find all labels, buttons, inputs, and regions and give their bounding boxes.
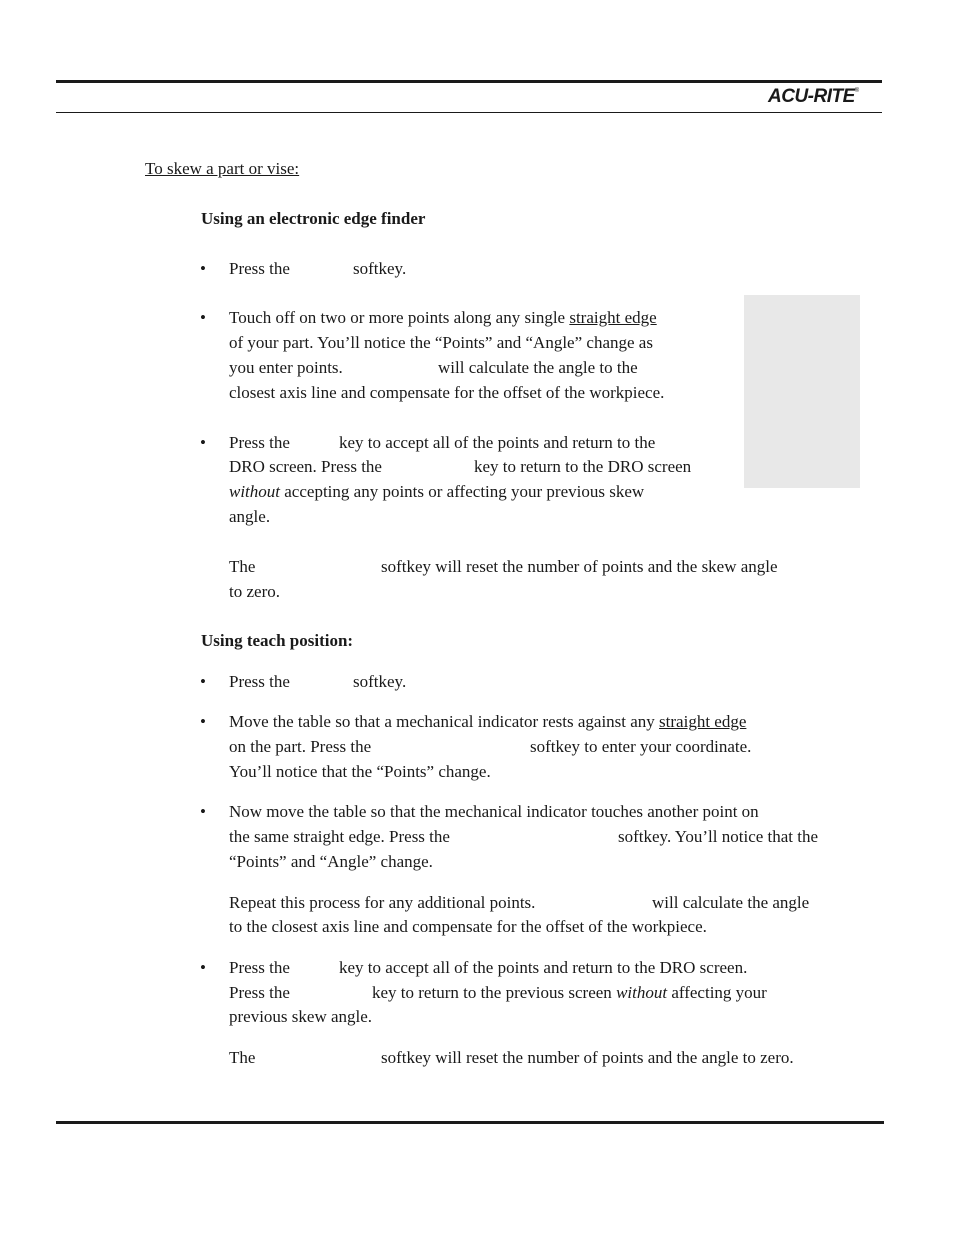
s1-b3-line1b: key to accept all of the points and return to the	[339, 433, 656, 452]
s2-b4-line3: previous skew angle.	[229, 1007, 373, 1026]
s1-b3-line2a: DRO screen. Press the	[229, 457, 382, 476]
s2-b3-line3: “Points” and “Angle” change.	[229, 852, 433, 871]
sidebar-note-box	[744, 295, 860, 488]
s1-b2-line1: Touch off on two or more points along any single straight edge	[229, 308, 657, 327]
s2-b3-line2a: the same straight edge. Press the	[229, 827, 450, 846]
footer-rule	[56, 1121, 884, 1124]
bullet-marker: •	[200, 712, 206, 731]
section1-heading: Using an electronic edge finder	[201, 209, 426, 228]
s2-b1-text: Press the	[229, 672, 290, 691]
s1-b1-text: Press the	[229, 259, 290, 278]
s2-b2-line3: You’ll notice that the “Points” change.	[229, 762, 491, 781]
s1-note-line1b: softkey will reset the number of points and the skew angle	[381, 557, 778, 576]
s2-b4-line2b: key to return to the previous screen without affecting your	[372, 983, 767, 1002]
bullet-marker: •	[200, 802, 206, 821]
s1-b2-line3b: will calculate the angle to the	[438, 358, 638, 377]
s1-note-line2: to zero.	[229, 582, 280, 601]
s2-note2-line1a: The	[229, 1048, 256, 1067]
header-bottom-rule	[56, 112, 882, 113]
s1-b3-line2b: key to return to the DRO screen	[474, 457, 692, 476]
acu-rite-logo: ACU-RITE®	[768, 86, 859, 107]
s1-b3-line4: angle.	[229, 507, 271, 526]
straight-edge-underlined: straight edge	[659, 712, 747, 731]
bullet-marker: •	[200, 433, 206, 452]
s2-b1-end: softkey.	[353, 672, 407, 691]
s1-b2-line2: of your part. You’ll notice the “Points” and “Angle” change as	[229, 333, 653, 352]
s2-b2-line1: Move the table so that a mechanical indicator rests against any straight edge	[229, 712, 747, 731]
s2-b3-line2b: softkey. You’ll notice that the	[618, 827, 819, 846]
intro-heading: To skew a part or vise:	[145, 159, 300, 178]
s2-b2-line2a: on the part. Press the	[229, 737, 372, 756]
bullet-marker: •	[200, 672, 206, 691]
straight-edge-underlined: straight edge	[569, 308, 657, 327]
s1-b2-line4: closest axis line and compensate for the offset of the workpiece.	[229, 383, 665, 402]
s1-b3-line3: without accepting any points or affecting your previous skew	[229, 482, 645, 501]
s2-b4-line1a: Press the	[229, 958, 290, 977]
bullet-marker: •	[200, 958, 206, 977]
s2-b4-line2a: Press the	[229, 983, 290, 1002]
s2-note2-line1b: softkey will reset the number of points and the angle to zero.	[381, 1048, 794, 1067]
bullet-marker: •	[200, 308, 206, 327]
s1-b2-line3a: you enter points.	[229, 358, 343, 377]
s1-b1-end: softkey.	[353, 259, 407, 278]
s1-note-line1a: The	[229, 557, 256, 576]
header-top-rule	[56, 80, 882, 83]
section2-heading: Using teach position:	[201, 631, 354, 650]
s2-b2-line2b: softkey to enter your coordinate.	[530, 737, 752, 756]
s2-note1-line1b: will calculate the angle	[652, 893, 810, 912]
s2-note1-line2: to the closest axis line and compensate for the offset of the workpiece.	[229, 917, 707, 936]
s1-b3-line1a: Press the	[229, 433, 290, 452]
bullet-marker: •	[200, 259, 206, 278]
s2-b4-line1b: key to accept all of the points and return to the DRO screen.	[339, 958, 748, 977]
s2-b3-line1: Now move the table so that the mechanical indicator touches another point on	[229, 802, 759, 821]
s2-note1-line1a: Repeat this process for any additional points.	[229, 893, 536, 912]
